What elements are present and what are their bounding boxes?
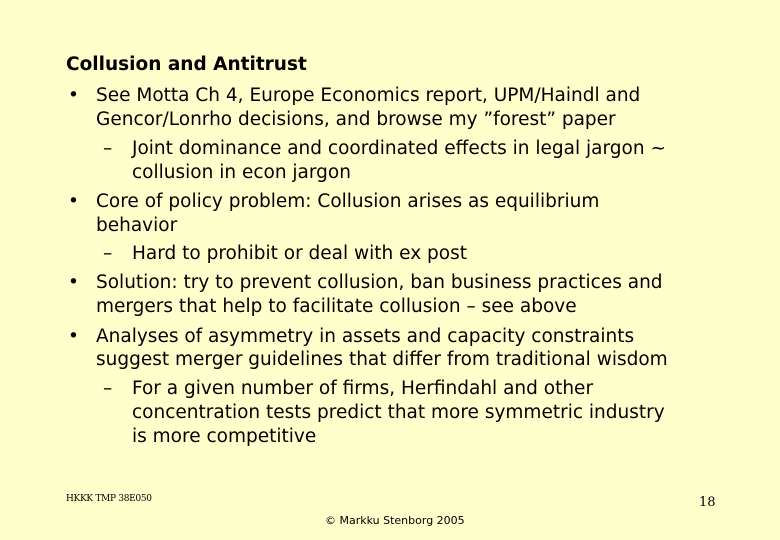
sub-bullet-text-line: is more competitive [132,426,317,447]
dash-marker: – [103,378,113,399]
sub-bullet-text-line: Joint dominance and coordinated effects in legal jargon ~ [132,138,666,159]
bullet-text-line: Core of policy problem: Collusion arises as equilibrium [96,191,600,212]
slide-title: Collusion and Antitrust [66,54,307,75]
sub-bullet-text-line: Hard to prohibit or deal with ex post [132,243,468,264]
bullet-text-line: Analyses of asymmetry in assets and capacity constraints [96,326,635,347]
sub-bullet-text-line: collusion in econ jargon [132,162,351,183]
bullet-marker: • [68,326,79,347]
bullet-text-line: mergers that help to facilitate collusion – see above [96,296,577,317]
page-number: 18 [699,495,716,510]
bullet-text-line: See Motta Ch 4, Europe Economics report, UPM/Haindl and [96,85,641,106]
bullet-text-line: behavior [96,215,178,236]
bullet-text-line: Gencor/Lonrho decisions, and browse my ”forest” paper [96,109,616,130]
bullet-marker: • [68,85,79,106]
bullet-text-line: suggest merger guidelines that differ from traditional wisdom [96,349,668,370]
bullet-marker: • [68,191,79,212]
bullet-text-line: Solution: try to prevent collusion, ban business practices and [96,272,663,293]
dash-marker: – [103,138,113,159]
course-code: HKKK TMP 38E050 [66,494,152,504]
bullet-marker: • [68,272,79,293]
sub-bullet-text-line: For a given number of firms, Herfindahl and other [132,378,594,399]
dash-marker: – [103,243,113,264]
copyright-notice: © Markku Stenborg 2005 [325,514,465,527]
sub-bullet-text-line: concentration tests predict that more symmetric industry [132,402,665,423]
